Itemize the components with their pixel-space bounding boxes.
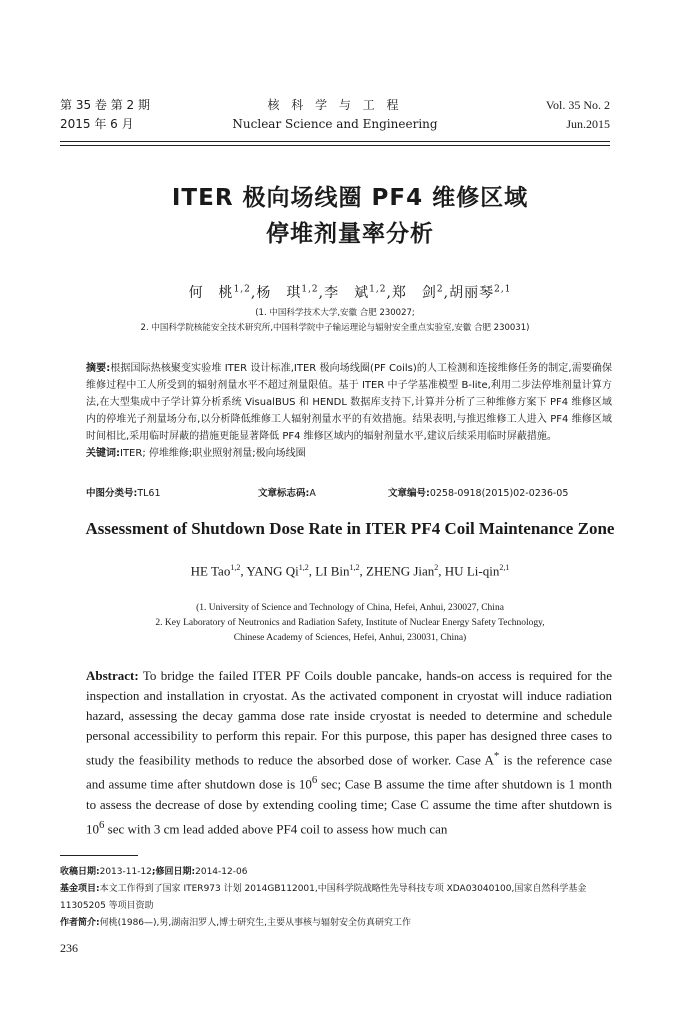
- date-en: Jun.2015: [566, 117, 610, 131]
- affiliations-en: [60, 601, 640, 646]
- authors-en: HE Tao$^{1,2}$, YANG Qi$^{1,2}$, LI Bin$^{1,2}$, ZHENG Jian$^2$, HU Li-qin$^{2,1}$: [190, 563, 510, 579]
- author-bio-text: 何桃(1986—),男,湖南汨罗人,博士研究生,主要从事核与辐射安全仿真研究工作: [99, 918, 411, 928]
- abstract-zh-label: 摘要:: [86, 363, 111, 374]
- abstract-en-text: sec; Case B assume the time after shutdown is 1 month to assess the decrease of dose by extending cooling time; Case C assume the time after shutdown is 10: [86, 776, 612, 836]
- footnote-dates: [60, 864, 612, 881]
- author-zh: 何 桃: [188, 285, 234, 301]
- author-en: HE Tao: [190, 563, 231, 579]
- header-rule-thin: [60, 145, 610, 146]
- page-number: 236: [60, 941, 78, 955]
- keywords-zh-label: 关键词:: [86, 448, 120, 459]
- title-zh-line1: ITER 极向场线圈 PF4 维修区域: [171, 185, 529, 211]
- abstract-en-text: To bridge the failed ITER PF Coils double pancake, hands-on access is required for the inspection and installation in cryostat. As the activated component in cryostat will induce radiation hazard, assessing the decay gamma dose rate inside cryostat is needed to determine and schedule personal accessibility to perform this repair. For this purpose, this paper has designed three cases to study the feasibility methods to reduce the absorbed dose of worker. Case A: [86, 668, 612, 768]
- code-value: A: [309, 488, 316, 499]
- received-label: 收稿日期:: [60, 867, 100, 877]
- affiliation-en-line: Chinese Academy of Sciences, Hefei, Anhui, 230031, China): [233, 633, 467, 643]
- abstract-en-text: is the reference case and assume time after shutdown dose is 10: [86, 752, 612, 792]
- authors-zh: 何 桃$^{1,2}$,杨 琪$^{1,2}$,李 斌$^{1,2}$,郑 剑$^2$,胡丽琴$^{2,1}$: [188, 284, 512, 301]
- affiliations-zh: [60, 306, 610, 336]
- abstract-en-text: sec with 3 cm lead added above PF4 coil to assess how much can: [104, 820, 448, 836]
- author-zh-sup: 2,1: [494, 284, 512, 295]
- footnote-fund: [60, 881, 612, 915]
- clc-value: TL61: [137, 488, 161, 499]
- journal-header: [60, 96, 610, 140]
- case-a-superscript: *: [493, 750, 500, 762]
- header-center: [60, 96, 610, 134]
- author-zh: 杨 琪: [256, 285, 302, 301]
- author-en: HU Li-qin: [444, 563, 500, 579]
- clc-label: 中图分类号:: [86, 488, 138, 499]
- author-en: YANG Qi: [246, 563, 299, 579]
- affiliation-zh-line: (1. 中国科学技术大学,安徽 合肥 230027;: [255, 308, 415, 318]
- article-value: 0258-0918(2015)02-0236-05: [429, 488, 569, 499]
- abstract-en: [86, 666, 612, 839]
- author-en: ZHENG Jian: [366, 563, 435, 579]
- article-label: 文章编号:: [388, 488, 430, 499]
- abstract-zh-paragraph: [86, 360, 612, 445]
- abstract-zh: [86, 360, 612, 462]
- fund-text: 本文工作得到了国家 ITER973 计划 2014GB112001,中国科学院战略性先导科技专项 XDA03040100,国家自然科学基金 11305205 等项目资助: [60, 884, 587, 911]
- clc-field: [86, 485, 161, 499]
- footnote-rule: [60, 855, 138, 856]
- affiliation-en-line: (1. University of Science and Technology of China, Hefei, Anhui, 230027, China: [196, 603, 504, 613]
- journal-name-zh: 核 科 学 与 工 程: [267, 98, 403, 112]
- author-bio-label: 作者简介:: [60, 918, 100, 928]
- footnote-author: [60, 915, 612, 932]
- exponent: 6: [99, 818, 105, 831]
- revised-date: 2014-12-06: [195, 867, 248, 877]
- header-right: [546, 96, 610, 134]
- affiliation-zh-line: 2. 中国科学院核能安全技术研究所,中国科学院中子输运理论与辐射安全重点实验室,安徽 合肥 230031): [140, 323, 530, 333]
- title-zh: [40, 180, 660, 252]
- title-en: Assessment of Shutdown Dose Rate in ITER PF4 Coil Maintenance Zone: [85, 519, 615, 538]
- footnote: [60, 864, 612, 932]
- author-zh: 郑 剑: [391, 285, 437, 301]
- title-zh-line2: 停堆剂量率分析: [266, 221, 434, 247]
- keywords-zh-text: ITER; 停堆维修;职业照射剂量;极向场线圈: [120, 448, 306, 459]
- author-zh: 李 斌: [324, 285, 370, 301]
- author-en-sup: 1,2: [298, 563, 309, 572]
- received-date: 2013-11-12: [99, 867, 152, 877]
- journal-name-en: Nuclear Science and Engineering: [232, 117, 438, 131]
- author-en-sup: 1,2: [230, 563, 241, 572]
- author-zh-sup: 1,2: [301, 284, 319, 295]
- keywords-zh: [86, 445, 612, 462]
- affiliation-en-line: 2. Key Laboratory of Neutronics and Radiation Safety, Institute of Nuclear Energy Safety Technology,: [155, 618, 545, 628]
- exponent: 6: [311, 774, 318, 787]
- author-en-sup: 2,1: [499, 563, 510, 572]
- abstract-en-label: Abstract:: [86, 668, 139, 683]
- fund-label: 基金项目:: [60, 884, 100, 894]
- author-en: LI Bin: [315, 563, 350, 579]
- volume-zh: 第 35 卷 第 2 期: [60, 98, 150, 112]
- author-zh-sup: 2: [436, 284, 444, 295]
- code-field: [258, 485, 316, 499]
- code-label: 文章标志码:: [258, 488, 310, 499]
- article-field: [388, 485, 568, 499]
- revised-label: ;修回日期:: [151, 867, 196, 877]
- author-zh: 胡丽琴: [449, 285, 495, 301]
- volume-en: Vol. 35 No. 2: [545, 98, 610, 112]
- author-en-sup: 2: [434, 563, 439, 572]
- author-zh-sup: 1,2: [233, 284, 251, 295]
- header-rule-thick: [60, 141, 610, 142]
- author-zh-sup: 1,2: [369, 284, 387, 295]
- abstract-zh-text: 根据国际热核聚变实验堆 ITER 设计标准,ITER 极向场线圈(PF Coils)的人工检测和连接维修任务的制定,需要确保维修过程中工人所受到的辐射剂量水平不超过剂量限值。基于 ITER 中子学基准模型 B-lite,利用二步法停堆剂量计算方法,在大型集成中子学计算分析系统 VisualBUS 和 HENDL 数据库支持下,计算并分析了三种维修方案下 PF4 维修区域内的停堆光子剂量场分布,以分析降低维修工人辐射剂量水平的有效措施。结果表明,与推迟维修工人进入 PF4 维修区域时间相比,采用临时屏蔽的措施更能显著降低 PF4 维修区域内的辐射剂量水平,建议后续采用临时屏蔽措施。: [86, 363, 612, 442]
- author-en-sup: 1,2: [349, 563, 360, 572]
- date-zh: 2015 年 6 月: [60, 117, 134, 131]
